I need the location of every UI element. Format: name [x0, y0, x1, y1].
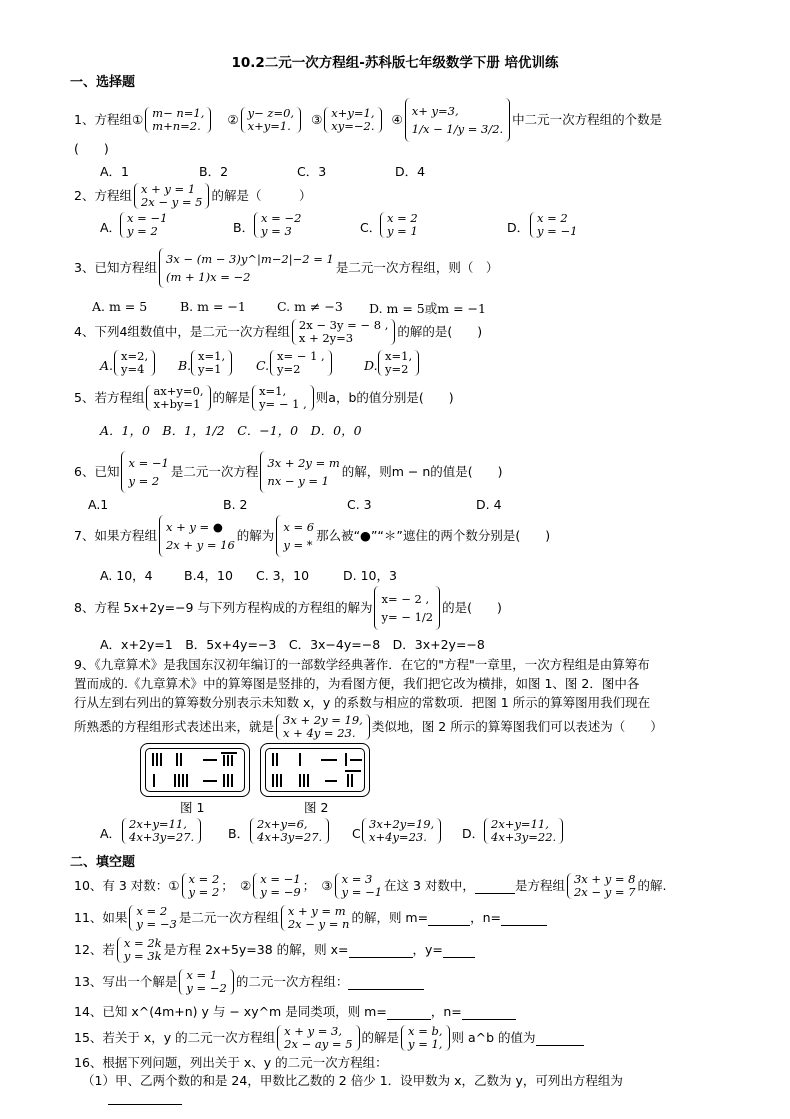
q1-sys4-eq2: 1/x − 1/y = 3/2.: [411, 122, 504, 136]
q9-option-b[interactable]: B．: [228, 826, 250, 841]
question-7: 7、如果方程组 x + y = ● 2x + y = 16 的解为 x = 6 y = * 那么被“●”“＊”遮住的两个数分别是( ): [74, 514, 550, 558]
q1-option-a[interactable]: A．1: [100, 164, 130, 179]
q8-options[interactable]: A．x+2y=1 B．5x+4y=−3 C．3x−4y=−8 D．3x+2y=−8: [100, 637, 485, 652]
q7-eq1: x + y = ●: [165, 520, 223, 534]
q9-line-1: 9、《九章算术》是我国东汉初年编订的一部数学经典著作．在它的"方程"一章里，一次方程组是由算筹布: [74, 657, 650, 672]
q1-option-c[interactable]: C．3: [297, 164, 327, 179]
q6-option-d[interactable]: D. 4: [476, 497, 502, 512]
q16-line-1: 16、根据下列问题，列出关于 x、y 的二元一次方程组：: [74, 1055, 388, 1070]
question-3: 3、已知方程组 3x − (m − 3)y^|m−2|−2 = 1 (m + 1)x = −2 是二元一次方程组，则（ ）: [74, 247, 498, 289]
q5-eq2: x+by=1: [153, 397, 201, 411]
q16-line-2: （1）甲、乙两个数的和是 24，甲数比乙数的 2 倍少 1．设甲数为 x，乙数为 y，可列出方程组为: [82, 1073, 623, 1088]
q2-option-a[interactable]: A．: [100, 220, 122, 235]
q3-options: [92, 299, 486, 317]
q5-options[interactable]: A．1，0 B．1，1/2 C．−1，0 D．0，0: [100, 423, 362, 438]
q14-n-blank[interactable]: [462, 1005, 516, 1020]
q4-option-b[interactable]: B.: [178, 358, 192, 373]
q10-answer-blank[interactable]: [475, 879, 515, 894]
q2-eq1: x + y = 1: [140, 182, 196, 196]
q1-option-b[interactable]: B．2: [199, 164, 229, 179]
q11-m-blank[interactable]: [428, 911, 470, 926]
question-6: 6、已知 x = −1 y = 2 是二元一次方程 3x + 2y = m nx − y = 1 的解，则m − n的值是( ): [74, 450, 503, 494]
q3-option-d[interactable]: D. m = 5或m = −1: [369, 301, 486, 316]
q1-sys2-eq2: x+y=1.: [247, 119, 291, 133]
counting-rod-figure-2: [260, 743, 370, 797]
figure-1-caption: 图 1: [180, 800, 205, 815]
figure-2-caption: 图 2: [304, 800, 329, 815]
q6-eq1: 3x + 2y = m: [267, 456, 340, 470]
q7-options: [100, 566, 397, 584]
q3-eq2: (m + 1)x = −2: [165, 270, 251, 284]
q7-option-b[interactable]: B.4，10: [184, 568, 233, 583]
q12-x-blank[interactable]: [349, 943, 413, 958]
section-heading-choice: 一、选择题: [70, 75, 136, 90]
q6-options: [88, 497, 502, 512]
question-14: 14、已知 x^(4m+n) y 与 − xy^m 是同类项，则 m= ，n=: [74, 1000, 516, 1024]
q9-line-4: 所熟悉的方程组形式表述出来，就是 3x + 2y = 19, x + 4y = 23. 类似地，图 2 所示的算筹图我们可以表述为（ ）: [74, 713, 663, 740]
q7-option-d[interactable]: D. 10，3: [343, 568, 397, 583]
q2-eq2: 2x − y = 5: [140, 195, 203, 209]
question-10: 10、有 3 对数：① x = 2 y = 2 ； ② x = −1 y = −9 ； ③ x = 3 y = −1 在这 3 对数中， 是方程组 3x + y = 8 2x − y = 7 的解.: [74, 872, 667, 899]
page-title: 10.2二元一次方程组-苏科版七年级数学下册 培优训练: [231, 55, 559, 71]
question-5: 5、若方程组 ax+y=0, x+by=1 的解是 x=1, y= − 1 , 则a，b的值分别是( ): [74, 384, 454, 411]
q9-line-3: 行从左到右列出的算筹数分别表示未知数 x，y 的系数与相应的常数项．把图 1 所示的算筹图用我们现在: [74, 695, 651, 710]
q7-option-c[interactable]: C. 3，10: [256, 568, 310, 583]
q9-option-c[interactable]: C: [352, 826, 361, 841]
question-13: 13、写出一个解是 x = 1 y = −2 的二元一次方程组：: [74, 966, 424, 998]
q11-n-blank[interactable]: [501, 911, 547, 926]
q6-option-a[interactable]: A.1: [88, 497, 109, 512]
q4-eq2: x + 2y=3: [298, 331, 354, 345]
q2-option-b[interactable]: B．: [233, 220, 255, 235]
q7-option-a[interactable]: A. 10，4: [100, 568, 153, 583]
counting-rod-figure-1: [140, 743, 250, 797]
q1-option-d[interactable]: D．4: [395, 164, 426, 179]
q3-option-a[interactable]: A. m = 5: [92, 299, 148, 314]
q6-option-b[interactable]: B. 2: [223, 497, 248, 512]
q2-options: A． x = −1 y = 2 B． x = −2 y = 3 C． x = 2 y = 1 D． x = 2 y = −1: [100, 211, 578, 238]
question-2: 2、方程组 x + y = 1 2x − y = 5 的解是（ ）: [74, 182, 312, 209]
q9-option-a[interactable]: A．: [100, 826, 122, 841]
question-11: 11、如果 x = 2 y = −3 是二元一次方程组 x + y = m 2x − y = n 的解，则 m= ，n=: [74, 902, 547, 934]
question-4: 4、下列4组数值中，是二元一次方程组 2x − 3y = − 8 , x + 2y=3 的解的是( ): [74, 318, 483, 345]
q15-answer-blank[interactable]: [536, 1031, 584, 1046]
q4-eq1: 2x − 3y = − 8 ,: [298, 318, 389, 332]
q7-eq2: 2x + y = 16: [165, 538, 235, 552]
q1-suffix: 中二元一次方程组的个数是: [512, 112, 663, 127]
q1-sys1-eq2: m+n=2.: [152, 119, 201, 133]
q4-option-d[interactable]: D.: [364, 358, 378, 373]
question-8: 8、方程 5x+2y=−9 与下列方程构成的方程组的解为 x= − 2 , y= − 1/2 的是( ): [74, 586, 502, 630]
q6-eq2: nx − y = 1: [267, 474, 329, 488]
q1-answer-paren: ( ): [74, 141, 109, 156]
q3-option-c[interactable]: C. m ≠ −3: [277, 299, 343, 314]
q9-option-d[interactable]: D．: [462, 826, 485, 841]
question-15: 15、若关于 x，y 的二元一次方程组 x + y = 3, 2x − ay = 5 的解是 x = b, y = 1, 则 a^b 的值为: [74, 1022, 584, 1054]
q16-answer-blank[interactable]: [108, 1090, 182, 1105]
q3-option-b[interactable]: B. m = −1: [180, 299, 246, 314]
question-12: 12、若 x = 2k y = 3k 是方程 2x+5y=38 的解，则 x= ，y=: [74, 934, 475, 966]
q1-sys3-eq2: xy=−2.: [331, 119, 375, 133]
section-heading-fill-in: 二、填空题: [70, 855, 136, 870]
q1-prefix: 1、方程组①: [74, 112, 144, 127]
q12-y-blank[interactable]: [443, 943, 475, 958]
q2-option-c[interactable]: C．: [360, 220, 382, 235]
q1-circled-4: ④: [391, 112, 403, 127]
q14-m-blank[interactable]: [387, 1005, 431, 1020]
q1-sys2-eq1: y− z=0,: [247, 106, 295, 120]
q9-line-2: 置而成的.《九章算术》中的算筹图是竖排的，为看图方便，我们把它改为横排，如图 1、图 2．图中各: [74, 676, 640, 691]
q13-answer-blank[interactable]: [348, 975, 424, 990]
q5-eq1: ax+y=0,: [153, 384, 204, 398]
q1-sys4-eq1: x+ y=3,: [411, 104, 459, 118]
q4-option-c[interactable]: C.: [256, 358, 270, 373]
q1-sys1-eq1: m− n=1,: [152, 106, 205, 120]
q1-sys3-eq1: x+y=1,: [331, 106, 375, 120]
q4-options: A. x=2, y=4 B. x=1, y=1 C. x= − 1 , y=2 D. x=1, y=2: [100, 350, 460, 382]
q1-options: [100, 162, 425, 180]
q4-option-a[interactable]: A.: [100, 358, 114, 373]
q9-options: A． 2x+y=11, 4x+3y=27. B． 2x+y=6, 4x+3y=27. C 3x+2y=19, x+4y=23. D． 2x+y=11, 4x+3y=22.: [100, 818, 560, 850]
q1-circled-3: ③: [311, 112, 323, 127]
q1-circled-2: ②: [227, 112, 239, 127]
q3-eq1: 3x − (m − 3)y^|m−2|−2 = 1: [165, 252, 334, 266]
q2-option-d[interactable]: D．: [507, 220, 530, 235]
question-1: [74, 100, 662, 140]
q6-option-c[interactable]: C. 3: [347, 497, 372, 512]
